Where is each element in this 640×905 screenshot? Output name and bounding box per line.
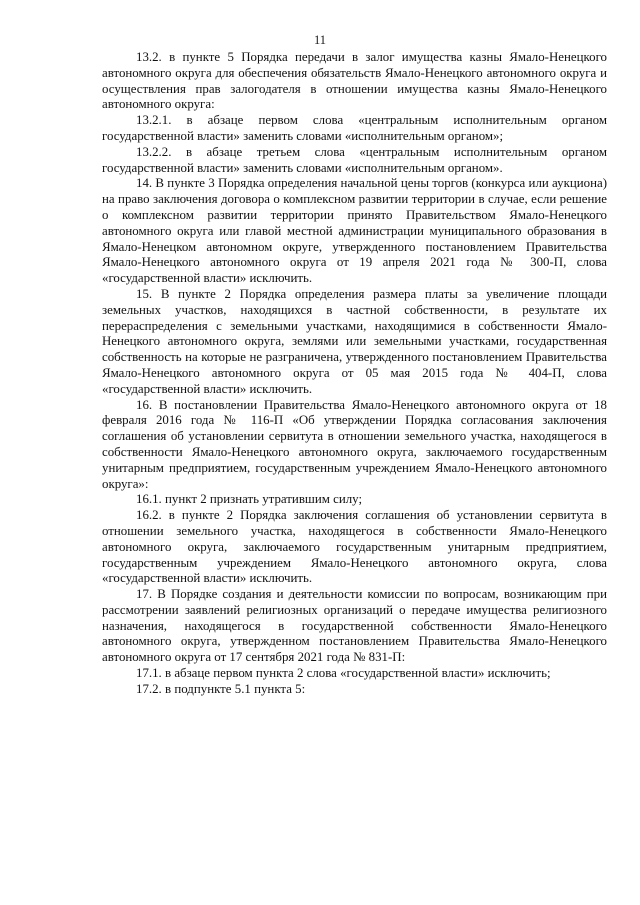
page-number: 11 [313,33,327,47]
paragraph-16: 16. В постановлении Правительства Ямало-Ненецкого автономного округа от 18 февраля 2016 года № 116-П «Об утверждении Порядка согласования заключения соглашения об установлении сервитута в отношении земельного участка, находящегося в собственности Ямало-Ненецкого автономного округа, заключаемого государственным унитарным предприятием, государственным учреждением Ямало-Ненецкого автономного округа»: [102,397,607,491]
paragraph-17-2: 17.2. в подпункте 5.1 пункта 5: [136,681,306,696]
paragraph-13-2-1: 13.2.1. в абзаце первом слова «центральным исполнительным органом государственной власти» заменить словами «исполнительным органом»; [102,113,607,143]
paragraph-17: 17. В Порядке создания и деятельности комиссии по вопросам, возникающим при рассмотрении заявлений религиозных организаций о передаче имущества религиозного назначения, находящегося в государственной собственности Ямало-Ненецкого автономного округа, утвержденном постановлением Правительства Ямало-Ненецкого автономного округа от 17 сентября 2021 года № 831-П: [102,587,607,665]
document-body [102,50,607,698]
paragraph-16-2: 16.2. в пункте 2 Порядка заключения соглашения об установлении сервитута в отношении земельного участка, находящегося в собственности Ямало-Ненецкого автономного округа, заключаемого государственным унитарным предприятием, государственным учреждением Ямало-Ненецкого автономного округа, слова «государственной власти» исключить. [102,508,607,586]
paragraph-17-1: 17.1. в абзаце первом пункта 2 слова «государственной власти» исключить; [136,666,551,681]
paragraph-15: 15. В пункте 2 Порядка определения размера платы за увеличение площади земельных участков, находящихся в частной собственности, в результате их перераспределения с земельными участками, находящимися в собственности Ямало-Ненецкого автономного округа, землями или земельными участками, государственная собственность на которые не разграничена, утвержденного постановлением Правительства Ямало-Ненецкого автономного округа от 05 мая 2015 года № 404-П, слова «государственной власти» исключить. [102,286,607,396]
paragraph-13-2: 13.2. в пункте 5 Порядка передачи в залог имущества казны Ямало-Ненецкого автономного округа для обеспечения обязательств Ямало-Ненецкого автономного округа и осуществления прав залогодателя в отношении имущества казны Ямало-Ненецкого автономного округа: [102,50,607,112]
paragraph-14: 14. В пункте 3 Порядка определения начальной цены торгов (конкурса или аукциона) на право заключения договора о комплексном развитии территории в случае, если решение о комплексном развитии территории принято Правительством Ямало-Ненецкого автономного округа или главой местной администрации муниципального образования в Ямало-Ненецком автономном округе, утвержденного постановлением Правительства Ямало-Ненецкого автономного округа от 19 апреля 2021 года № 300-П, слова «государственной власти» исключить. [102,176,607,286]
paragraph-13-2-2: 13.2.2. в абзаце третьем слова «центральным исполнительным органом государственной власти» заменить словами «исполнительным органом». [102,144,607,175]
paragraph-16-1: 16.1. пункт 2 признать утратившим силу; [136,492,363,507]
